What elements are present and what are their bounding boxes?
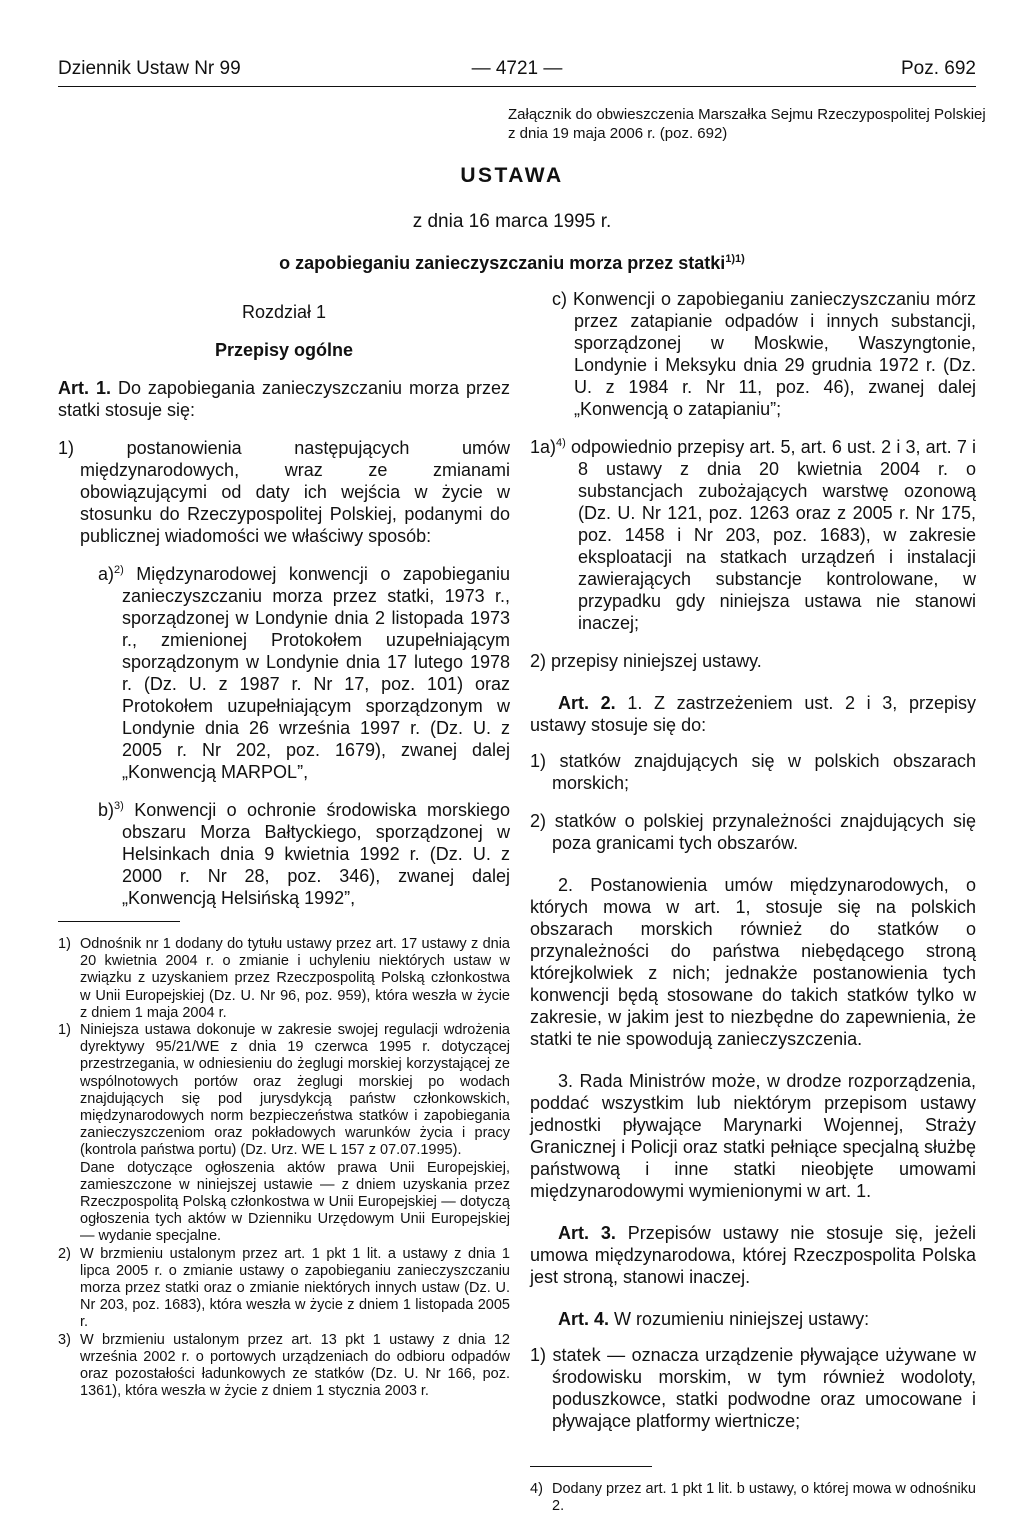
item-a-footnote-ref: 2)	[114, 564, 124, 576]
art2-paragraph-2: 2. Postanowienia umów międzynarodowych, o których mowa w art. 1, stosuje się na polskich obszarach morskich również do statków o przynależności do państwa niebędącego stroną którejkolwiek z nich; jednakże postanowienia tych konwencji będą stosowane do takich statków tylko w zakresie, w jakim jest to niezbędne do zapewnienia, że statki te nie spowodują zanieczyszczenia.	[530, 875, 976, 1049]
art2-item-2: 2) statków o polskiej przynależności znajdujących się poza granicami tych obszarów.	[530, 811, 976, 853]
footnote-1b	[58, 1022, 510, 1160]
art4-item-1: 1) statek — oznacza urządzenie pływające używane w środowisku morskim, w tym również wodoloty, poduszkowce, statki podwodne oraz umocowane i pływające platformy wiertnicze;	[530, 1345, 976, 1431]
annex-note: Załącznik do obwieszczenia Marszałka Sejmu Rzeczypospolitej Polskiej z dnia 19 maja 2006 r. (poz. 692)	[508, 106, 986, 142]
position-number: Poz. 692	[901, 58, 976, 79]
art1-item-a	[58, 563, 510, 783]
art3-label: Art. 3.	[558, 1223, 616, 1243]
footnote-mark: 2)	[58, 1245, 71, 1262]
act-title: USTAWA	[460, 164, 564, 187]
footnote-mark: 4)	[530, 1481, 543, 1497]
footnote-mark: 1)	[58, 936, 71, 952]
act-subject-footnote-ref: 1)1)	[725, 253, 745, 265]
footnote-text: Dodany przez art. 1 pkt 1 lit. b ustawy, o której mowa w odnośniku 2.	[552, 1481, 976, 1515]
footnote-3	[58, 1332, 510, 1401]
art2-paragraph-3: 3. Rada Ministrów może, w drodze rozporządzenia, poddać wszystkim lub niektórym przepisom ustawy jednostki pływające Marynarki Wojennej, Straży Granicznej i Policji oraz statki pełniące specjalną służbę państwową i inne statki nieobjęte umowami międzynarodowymi wymienionymi w art. 1.	[530, 1071, 976, 1201]
footnotes	[58, 936, 510, 1400]
footnote-text: W brzmieniu ustalonym przez art. 13 pkt 1 ustawy z dnia 12 września 2002 r. o portowych urządzeniach do odbioru odpadów oraz pozostałości ładunkowych ze statków (Dz. U. Nr 166, poz. 1361), która weszła w życie z dniem 1 stycznia 2003 r.	[80, 1331, 510, 1400]
art3-paragraph	[530, 1222, 976, 1288]
footnote-separator-right	[530, 1466, 652, 1467]
right-column	[530, 288, 976, 1515]
footnote-1a	[58, 936, 510, 1022]
item-b-label: b)	[98, 800, 115, 820]
art1-item-2: 2) przepisy niniejszej ustawy.	[530, 651, 762, 671]
art1-label: Art. 1.	[58, 378, 111, 398]
page-number: — 4721 —	[471, 58, 563, 79]
art2-label: Art. 2.	[558, 693, 616, 713]
chapter-heading: Rozdział 1	[241, 302, 327, 322]
art2-item-1: 1) statków znajdujących się w polskich obszarach morskich;	[530, 751, 976, 793]
item-1a-label: 1a)	[530, 437, 557, 457]
footnote-mark: 1)	[58, 1022, 71, 1039]
art1-item-b	[58, 799, 510, 909]
art4-text: W rozumieniu niniejszej ustawy:	[614, 1309, 870, 1329]
page-header	[58, 56, 976, 87]
art1-item-c: c) Konwencji o zapobieganiu zanieczyszczaniu mórz przez zatapianie odpadów i innych substancji, sporządzonej w Moskwie, Waszyngtonie, Londynie i Meksyku dnia 29 grudnia 1972 r. (Dz. U. z 1984 r. Nr 11, poz. 46), zwanej dalej „Konwencją o zatapianiu”;	[552, 289, 976, 419]
art2-paragraph-1	[530, 692, 976, 736]
footnote-4	[530, 1481, 976, 1515]
chapter-title: Przepisy ogólne	[214, 340, 354, 360]
art4-paragraph	[530, 1308, 976, 1330]
art1-item-1a	[530, 436, 976, 634]
act-subject-text: o zapobieganiu zanieczyszczaniu morza przez statki	[279, 253, 726, 273]
item-a-text: Międzynarodowej konwencji o zapobieganiu zanieczyszczaniu morza przez statki, 1973 r., sporządzonej w Londynie dnia 2 listopada 1973 r., zmienionej Protokołem uzupełniającym sporządzonym w Londynie dnia 17 lutego 1978 r. (Dz. U. z 1987 r. Nr 17, poz. 101) oraz Protokołem uzupełniającym sporządzonym w Londynie dnia 26 września 1997 r. (Dz. U. z 2005 r. Nr 202, poz. 1679), zwanej dalej „Konwencją MARPOL”,	[122, 564, 510, 782]
footnote-separator	[58, 921, 180, 922]
left-column	[58, 288, 510, 1400]
item-1a-text: odpowiednio przepisy art. 5, art. 6 ust. 2 i 3, art. 7 i 8 ustawy z dnia 20 kwietnia 2004 r. o substancjach zubożających warstwę ozonową (Dz. U. Nr 121, poz. 1263 oraz z 2005 r. Nr 175, poz. 1458 i Nr 203, poz. 1683), w zakresie eksploatacji na statkach urządzeń i instalacji zawierających substancje kontrolowane, w przypadku gdy niniejsza ustawa nie stanowi inaczej;	[570, 437, 976, 633]
item-a-label: a)	[98, 564, 115, 584]
act-subject	[0, 253, 1024, 274]
item-b-text: Konwencji o ochronie środowiska morskiego obszaru Morza Bałtyckiego, sporządzonej w Helsinkach dnia 9 kwietnia 1992 r. (Dz. U. z 2000 r. Nr 28, poz. 346), zwanej dalej „Konwencją Helsińską 1992”,	[122, 800, 510, 908]
footnote-1b-continued: Dane dotyczące ogłoszenia aktów prawa Unii Europejskiej, zamieszczone w niniejszej ustawie — z dniem uzyskania przez Rzeczpospolitą Polską członkostwa w Unii Europejskiej — dotyczą ogłoszenia tych aktów w Dzienniku Urzędowym Unii Europejskiej — wydanie specjalne.	[80, 1159, 510, 1245]
footnote-2	[58, 1246, 510, 1332]
footnote-text: W brzmieniu ustalonym przez art. 1 pkt 1 lit. a ustawy z dnia 1 lipca 2005 r. o zmianie ustawy o zapobieganiu zanieczyszczaniu morza przez statki oraz o zmianie niektórych innych ustaw (Dz. U. Nr 203, poz. 1683), która weszła w życie z dniem 1 listopada 2005 r.	[80, 1245, 510, 1331]
journal-title: Dziennik Ustaw Nr 99	[58, 58, 241, 79]
item-1a-footnote-ref: 4)	[556, 437, 566, 449]
footnote-mark: 3)	[58, 1331, 71, 1348]
footnote-text: Niniejsza ustawa dokonuje w zakresie swojej regulacji wdrożenia dyrektywy 95/21/WE z dnia 19 czerwca 1995 r. dotyczącej przestrzegania, w odniesieniu do żeglugi morskiej korzystającej ze wspólnotowych portów oraz żeglugi morskiej po wodach znajdujących się pod jurysdykcją państw członkowskich, międzynarodowych norm bezpieczeństwa statków i zapobiegania zanieczyszczeniom oraz pokładowych warunków życia i pracy (kontrola państwa portu) (Dz. Urz. WE L 157 z 07.07.1995).	[80, 1022, 510, 1159]
footnote-text: Odnośnik nr 1 dodany do tytułu ustawy przez art. 17 ustawy z dnia 20 kwietnia 2004 r. o zmianie i uchyleniu niektórych ustaw w związku z uzyskaniem przez Rzeczpospolitą Polską członkostwa w Unii Europejskiej (Dz. U. Nr 96, poz. 959), która weszła w życie z dniem 1 maja 2004 r.	[80, 936, 510, 1021]
item-b-footnote-ref: 3)	[114, 800, 124, 812]
art1-text: Do zapobiegania zanieczyszczaniu morza przez statki stosuje się:	[58, 378, 510, 420]
art3-text: Przepisów ustawy nie stosuje się, jeżeli umowa międzynarodowa, której Rzeczpospolita Polska jest stroną, stanowi inaczej.	[530, 1223, 977, 1287]
act-date: z dnia 16 marca 1995 r.	[412, 211, 612, 232]
art4-label: Art. 4.	[558, 1309, 610, 1329]
art1-item-1: 1) postanowienia następujących umów międzynarodowych, wraz ze zmianami obowiązującymi od daty ich wejścia w życie w stosunku do Rzeczypospolitej Polskiej, podanymi do publicznej wiadomości we właściwy sposób:	[58, 438, 510, 546]
art1-paragraph	[58, 377, 510, 421]
art2-text: 1. Z zastrzeżeniem ust. 2 i 3, przepisy ustawy stosuje się do:	[530, 693, 976, 735]
